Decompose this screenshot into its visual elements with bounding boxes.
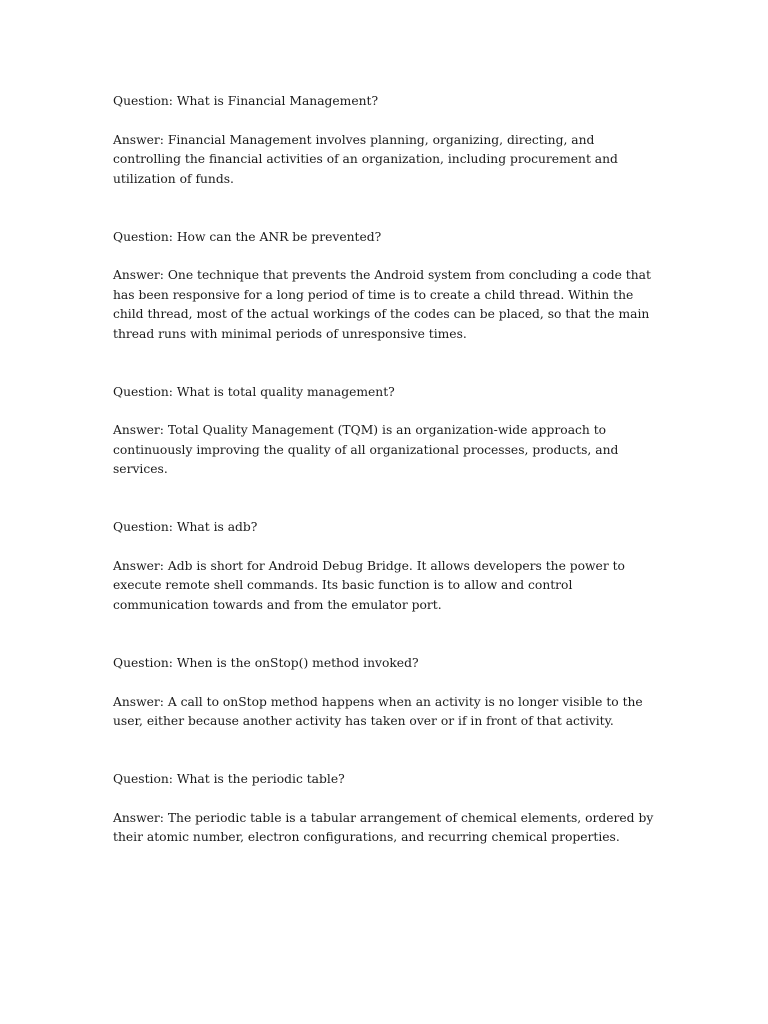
- question-text: Question: When is the onStop() method invoked?: [113, 655, 419, 670]
- qa-item-financial-management: [113, 92, 658, 189]
- question-text: Question: What is Financial Management?: [113, 94, 379, 108]
- answer-text: Answer: Adb is short for Android Debug Bridge. It allows developers the power to execute remote shell commands. Its basic function is to allow and control communication towards and from the emulator port.: [113, 559, 625, 612]
- question-text: Question: What is adb?: [113, 520, 258, 535]
- qa-item-adb: [113, 518, 658, 615]
- answer-text: Answer: A call to onStop method happens when an activity is no longer visible to the user, either because another activity has taken over or if in front of that activity.: [113, 694, 643, 729]
- answer-text: Answer: Financial Management involves planning, organizing, directing, and controlling the financial activities of an organization, including procurement and utilization of funds.: [113, 132, 618, 186]
- answer-text: Answer: The periodic table is a tabular arrangement of chemical elements, ordered by their atomic number, electron configurations, and recurring chemical properties.: [113, 810, 654, 845]
- document-body: [113, 92, 658, 848]
- question-text: Question: How can the ANR be prevented?: [113, 229, 382, 244]
- qa-item-onstop: [113, 654, 658, 732]
- qa-item-periodic-table: [113, 770, 658, 848]
- question-text: Question: What is the periodic table?: [113, 772, 345, 787]
- answer-text: Answer: One technique that prevents the Android system from concluding a code that has been responsive for a long period of time is to create a child thread. Within the child thread, most of the actual workings of the codes can be placed, so that the main thread runs with minimal periods of unresponsive times.: [113, 268, 651, 341]
- answer-text: Answer: Total Quality Management (TQM) is an organization-wide approach to continuously improving the quality of all organizational processes, products, and services.: [113, 423, 619, 477]
- qa-item-tqm: [113, 383, 658, 480]
- question-text: Question: What is total quality management?: [113, 384, 395, 399]
- qa-item-anr: [113, 228, 658, 344]
